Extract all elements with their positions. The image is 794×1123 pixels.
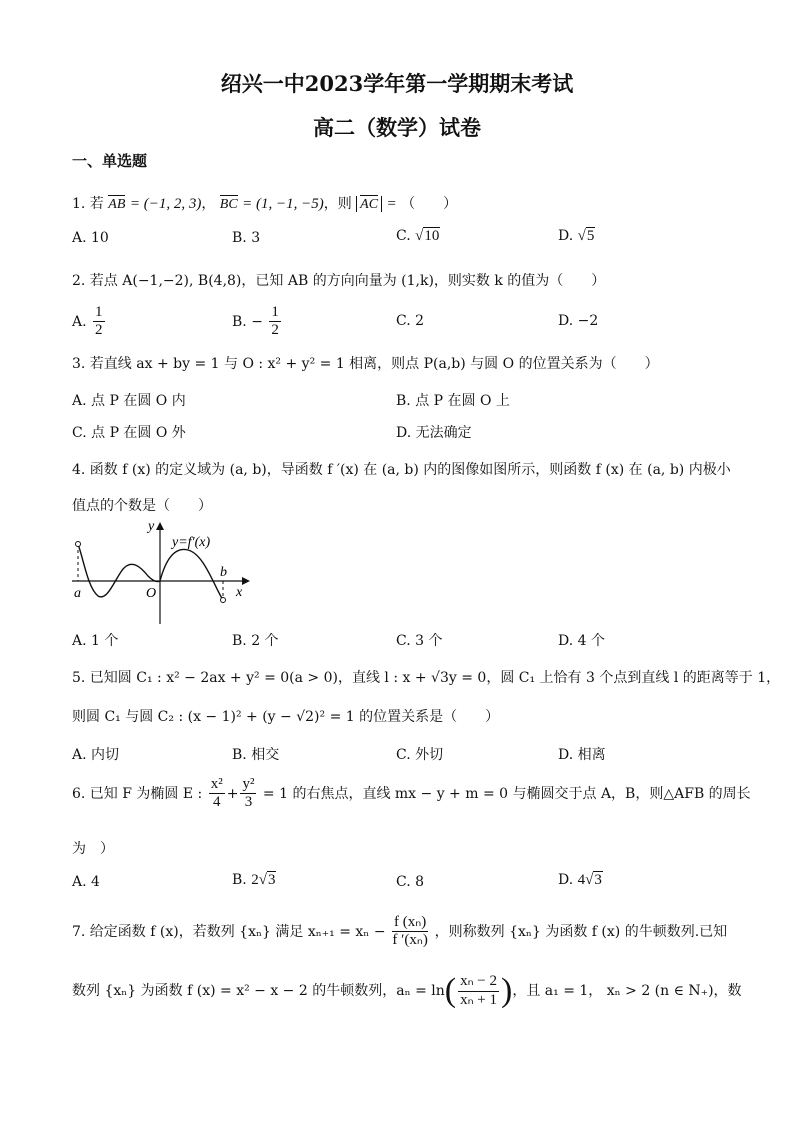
vector-ab-value: = (−1, 2, 3): [129, 196, 202, 212]
q1-option-d-label: D.: [558, 228, 574, 244]
q1-option-d: D. √5: [558, 228, 595, 244]
q2-option-a-label: A.: [72, 313, 87, 330]
q1-option-c: C. √10: [396, 228, 440, 244]
q7-line2-num: xₙ − 2: [458, 973, 499, 991]
q6-option-a: A. 4: [72, 874, 100, 890]
question-5-line2: 则圆 C₁ 与圆 C₂ : (x − 1)² + (y − √2)² = 1 的位置关系是（ ）: [72, 709, 500, 725]
q6-frac2-den: 3: [244, 794, 253, 811]
exam-subtitle: 高二（数学）试卷: [313, 115, 481, 140]
graph-x-label: x: [236, 585, 243, 600]
q1-option-c-label: C.: [396, 228, 411, 244]
q5-option-c: C. 外切: [396, 747, 444, 763]
question-3: 3. 若直线 ax + by = 1 与 O : x² + y² = 1 相离，则点 P(a,b) 与圆 O 的位置关系为（ ）: [72, 356, 659, 372]
q2-b-denominator: 2: [271, 322, 279, 339]
q1-equals: =: [386, 196, 397, 212]
question-6-line2: 为 ）: [72, 841, 114, 857]
q6-option-d-radicand: 3: [594, 872, 602, 888]
q1-option-b: B. 3: [232, 230, 261, 246]
q7-line2-prefix: 数列 {xₙ} 为函数 f (x) = x² − x − 2 的牛顿数列，aₙ = ln: [72, 983, 445, 999]
question-1: 1. 若 AB = (−1, 2, 3)， BC = (1, −1, −5)，则 AC = （ ）: [72, 196, 458, 212]
graph-y-label: y: [148, 519, 155, 534]
derivative-graph: [68, 516, 258, 628]
q6-plus: +: [226, 785, 239, 802]
q6-frac2-num: y²: [240, 776, 256, 794]
question-2: 2. 若点 A(−1,−2), B(4,8)，已知 AB 的方向向量为 (1,k)，则实数 k 的值为（ ）: [72, 273, 606, 289]
question-4-line1: 4. 函数 f (x) 的定义域为 (a, b)，导函数 f ′(x) 在 (a, b) 内的图像如图所示，则函数 f (x) 在 (a, b) 内极小: [72, 462, 731, 478]
q5-option-d: D. 相离: [558, 747, 606, 763]
q6-frac1-den: 4: [212, 794, 221, 811]
q4-option-b: B. 2 个: [232, 633, 279, 649]
q2-a-denominator: 2: [95, 322, 103, 339]
q2-option-a: [72, 304, 107, 340]
question-7-line1: [72, 914, 727, 950]
q2-option-b: [232, 304, 283, 340]
q4-option-d: D. 4 个: [558, 633, 605, 649]
q6-option-d: D. 4√3: [558, 872, 602, 888]
q6-option-b-radicand: 3: [267, 872, 276, 888]
q6-option-c: C. 8: [396, 874, 425, 890]
q7-suffix: ，则称数列 {xₙ} 为函数 f (x) 的牛顿数列.已知: [434, 923, 728, 940]
q6-option-b: B. 2√3: [232, 872, 276, 888]
q6-option-b-coef: 2: [251, 872, 259, 888]
q6-prefix: 6. 已知 F 为椭圆 E :: [72, 785, 203, 802]
question-4-line2: 值点的个数是（ ）: [72, 498, 212, 514]
q6-option-d-label: D.: [558, 872, 574, 888]
question-7-line2: 数列 {xₙ} 为函数 f (x) = x² − x − 2 的牛顿数列，aₙ = ln( $\frac{\text{xₙ − 2}}{\text{xₙ + 1}}$ )，且 a₁ = 1， xₙ > 2 (n ∈ N₊)，数: [72, 972, 742, 1009]
q1-paren: （ ）: [401, 196, 458, 212]
graph-origin-label: O: [146, 586, 157, 601]
q2-b-numerator: 1: [269, 304, 281, 322]
q6-option-d-coef: 4: [577, 872, 586, 888]
exam-title: 绍兴一中2023学年第一学期期末考试: [220, 71, 574, 96]
q6-frac1-num: x²: [209, 776, 225, 794]
q3-option-d: D. 无法确定: [396, 425, 472, 441]
q7-line2-den: xₙ + 1: [460, 991, 498, 1008]
q2-option-b-label: B.: [232, 313, 247, 330]
q4-option-a: A. 1 个: [72, 633, 119, 649]
q1-then: ，则: [323, 196, 352, 212]
q7-prefix: 7. 给定函数 f (x)，若数列 {xₙ} 满足 xₙ₊₁ = xₙ −: [72, 923, 386, 940]
q7-line2-suffix: ，且 a₁ = 1， xₙ > 2 (n ∈ N₊)，数: [512, 983, 742, 999]
q3-option-c: C. 点 P 在圆 O 外: [72, 425, 186, 441]
q3-option-a: A. 点 P 在圆 O 内: [72, 393, 186, 409]
q5-option-b: B. 相交: [232, 747, 280, 763]
q2-option-c: C. 2: [396, 313, 425, 329]
q1-option-d-radicand: 5: [586, 228, 595, 244]
section-heading: 一、单选题: [72, 152, 148, 170]
q1-option-a: A. 10: [72, 230, 109, 246]
q7-frac-num: f (xₙ): [392, 914, 428, 932]
q7-frac-den: f ′(xₙ): [392, 932, 428, 949]
q1-option-c-radicand: 10: [424, 228, 440, 244]
graph-a-label: a: [74, 586, 81, 601]
graph-b-label: b: [220, 565, 227, 580]
graph-function-label: y=f′(x): [172, 535, 211, 550]
vector-ab: AB: [108, 197, 126, 212]
q6-option-b-label: B.: [232, 872, 247, 888]
q1-number: 1. 若: [72, 196, 104, 212]
vector-ac: AC: [360, 197, 379, 212]
q2-option-b-sign: −: [251, 313, 263, 330]
q2-a-numerator: 1: [93, 304, 105, 322]
q3-option-b: B. 点 P 在圆 O 上: [396, 393, 510, 409]
vector-bc: BC: [219, 197, 238, 212]
q5-option-a: A. 内切: [72, 747, 120, 763]
q2-option-d: D. −2: [558, 313, 599, 329]
vector-bc-value: = (1, −1, −5): [242, 196, 324, 212]
question-5-line1: 5. 已知圆 C₁ : x² − 2ax + y² = 0(a > 0)，直线 l : x + √3y = 0，圆 C₁ 上恰有 3 个点到直线 l 的距离等于 1，: [72, 670, 781, 686]
q6-suffix: = 1 的右焦点，直线 mx − y + m = 0 与椭圆交于点 A，B，则△AFB 的周长: [262, 785, 751, 802]
question-6-line1: [72, 776, 751, 812]
q4-option-c: C. 3 个: [396, 633, 443, 649]
